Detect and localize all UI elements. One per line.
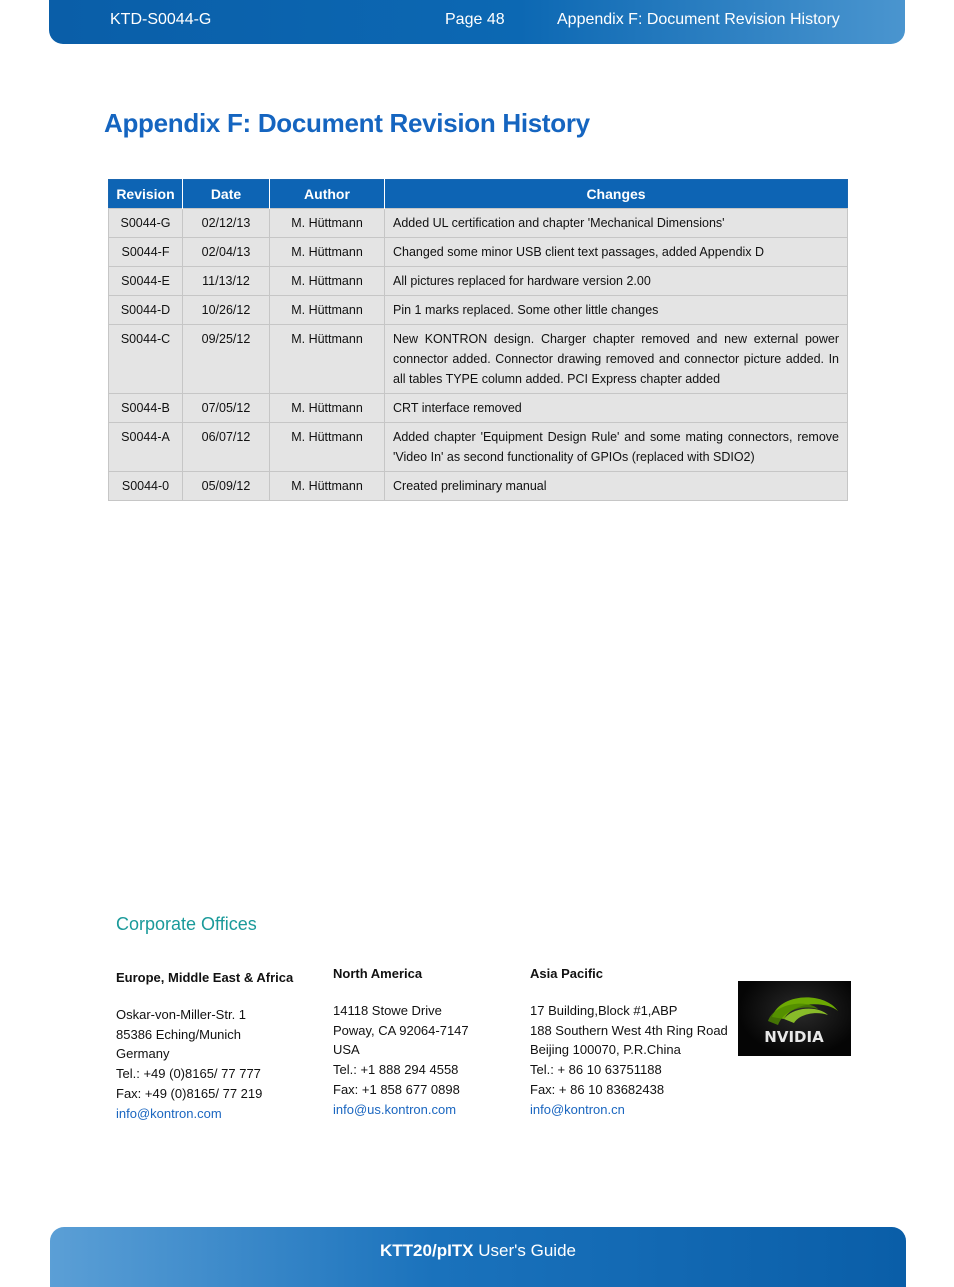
date-cell: 06/07/12 [183, 423, 270, 472]
fax: Fax: +49 (0)8165/ 77 219 [116, 1085, 263, 1101]
logo-wordmark: NVIDIA [764, 1028, 824, 1046]
email-link[interactable]: info@us.kontron.com [333, 1101, 457, 1117]
document-id: KTD-S0044-G [110, 11, 212, 28]
revision-cell: S0044-F [109, 238, 183, 267]
phone: Tel.: +1 888 294 4558 [333, 1062, 459, 1078]
office-name: North America [333, 966, 423, 981]
address-country: Germany [116, 1046, 170, 1062]
address-street-2: 188 Southern West 4th Ring Road [530, 1022, 728, 1038]
author-cell: M. Hüttmann [270, 394, 385, 423]
address-city: 85386 Eching/Munich [116, 1026, 242, 1042]
author-cell: M. Hüttmann [270, 423, 385, 472]
author-cell: M. Hüttmann [270, 267, 385, 296]
column-header-changes: Changes [385, 180, 848, 209]
office-name: Europe, Middle East & Africa [116, 970, 294, 985]
page-title: Appendix F: Document Revision History [104, 108, 590, 138]
phone: Tel.: + 86 10 63751188 [530, 1062, 662, 1078]
column-header-date: Date [183, 180, 270, 209]
date-cell: 09/25/12 [183, 325, 270, 394]
column-header-revision: Revision [109, 180, 183, 209]
changes-cell: CRT interface removed [385, 394, 848, 423]
address-city: Poway, CA 92064-7147 [333, 1022, 469, 1038]
address-city: Beijing 100070, P.R.China [530, 1042, 681, 1058]
email-link[interactable]: info@kontron.com [116, 1105, 222, 1121]
phone: Tel.: +49 (0)8165/ 77 777 [116, 1066, 261, 1082]
address-country: USA [333, 1042, 360, 1058]
address-street: 17 Building,Block #1,ABP [530, 1002, 678, 1018]
revision-cell: S0044-B [109, 394, 183, 423]
guide-label: User's Guide [473, 1241, 576, 1260]
nvidia-logo [738, 981, 851, 1056]
table-row [109, 238, 848, 267]
revision-cell: S0044-G [109, 209, 183, 238]
fax: Fax: + 86 10 83682438 [530, 1081, 665, 1097]
changes-cell: New KONTRON design. Charger chapter removed and new external power connector added. Connector drawing removed and connector picture added. In all tables TYPE column added. PCI Express chapter added [385, 325, 848, 394]
table-row [109, 267, 848, 296]
date-cell: 07/05/12 [183, 394, 270, 423]
date-cell: 05/09/12 [183, 472, 270, 501]
author-cell: M. Hüttmann [270, 238, 385, 267]
table-row [109, 423, 848, 472]
author-cell: M. Hüttmann [270, 325, 385, 394]
revision-table [108, 179, 848, 501]
date-cell: 02/12/13 [183, 209, 270, 238]
address-street: 14118 Stowe Drive [333, 1002, 442, 1018]
revision-cell: S0044-C [109, 325, 183, 394]
revision-cell: S0044-0 [109, 472, 183, 501]
page-header [49, 0, 905, 44]
nvidia-eye-icon [738, 981, 851, 1056]
office-europe [116, 968, 293, 1124]
table-row [109, 394, 848, 423]
author-cell: M. Hüttmann [270, 472, 385, 501]
header-section-title: Appendix F: Document Revision History [557, 11, 840, 28]
table-row [109, 472, 848, 501]
author-cell: M. Hüttmann [270, 209, 385, 238]
table-header-row [109, 180, 848, 209]
revision-cell: S0044-A [109, 423, 183, 472]
page-footer [50, 1227, 906, 1287]
table-row [109, 296, 848, 325]
changes-cell: Added UL certification and chapter 'Mechanical Dimensions' [385, 209, 848, 238]
office-name: Asia Pacific [530, 966, 603, 981]
office-north-america [333, 964, 469, 1120]
table-row [109, 209, 848, 238]
date-cell: 10/26/12 [183, 296, 270, 325]
product-name: KTT20/pITX [380, 1241, 474, 1260]
revision-cell: S0044-D [109, 296, 183, 325]
changes-cell: Created preliminary manual [385, 472, 848, 501]
address-street: Oskar-von-Miller-Str. 1 [116, 1006, 247, 1022]
email-link[interactable]: info@kontron.cn [530, 1101, 625, 1117]
column-header-author: Author [270, 180, 385, 209]
office-asia-pacific [530, 964, 728, 1120]
changes-cell: Changed some minor USB client text passages, added Appendix D [385, 238, 848, 267]
changes-cell: Added chapter 'Equipment Design Rule' and some mating connectors, remove 'Video In' as second functionality of GPIOs (replaced with SDIO2) [385, 423, 848, 472]
date-cell: 11/13/12 [183, 267, 270, 296]
author-cell: M. Hüttmann [270, 296, 385, 325]
date-cell: 02/04/13 [183, 238, 270, 267]
table-row [109, 325, 848, 394]
changes-cell: Pin 1 marks replaced. Some other little changes [385, 296, 848, 325]
page-number: Page 48 [445, 11, 505, 28]
fax: Fax: +1 858 677 0898 [333, 1081, 460, 1097]
corporate-offices-heading: Corporate Offices [116, 914, 257, 934]
revision-cell: S0044-E [109, 267, 183, 296]
changes-cell: All pictures replaced for hardware version 2.00 [385, 267, 848, 296]
